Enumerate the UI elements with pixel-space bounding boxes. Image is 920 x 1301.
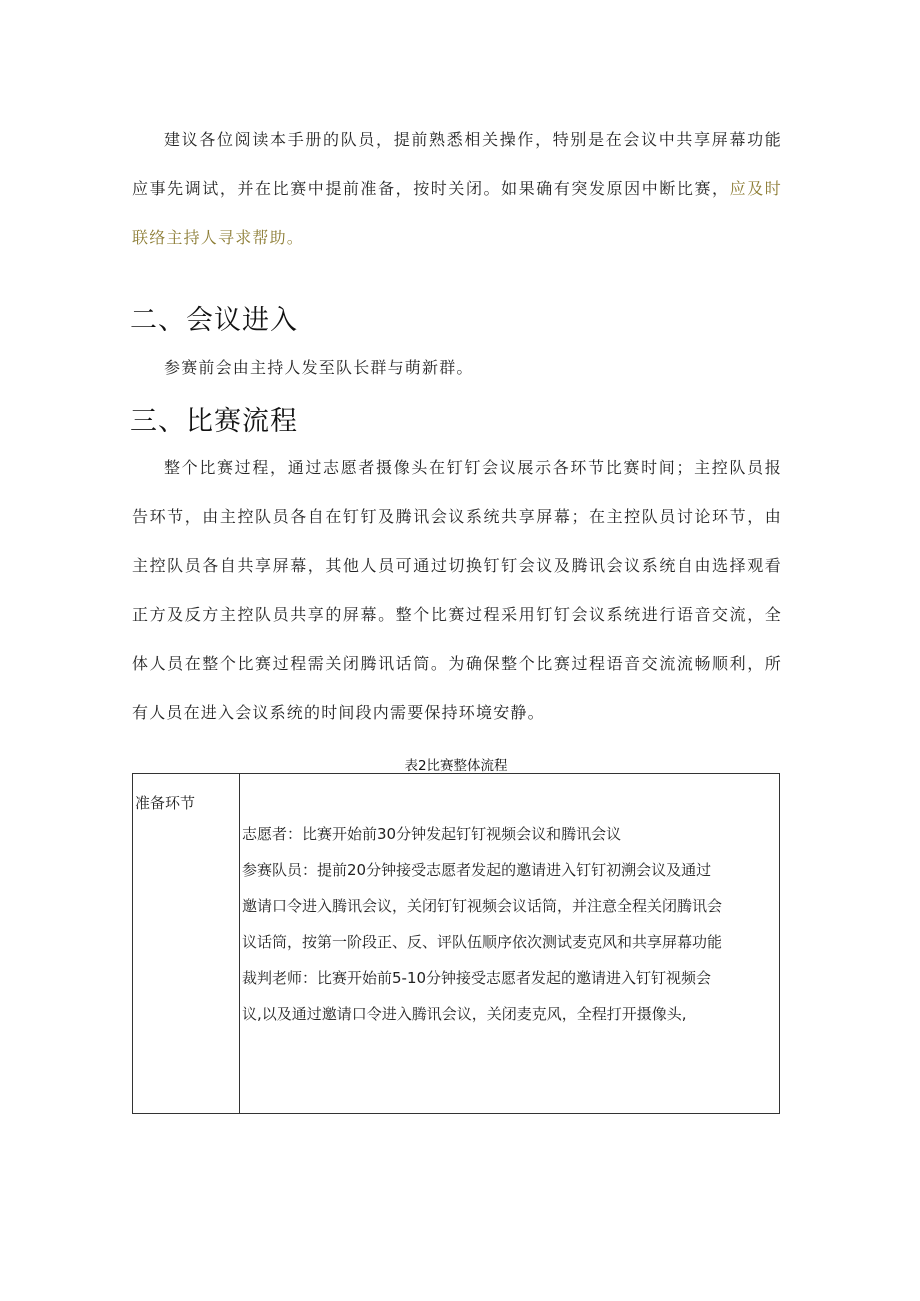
stage-cell: 准备环节: [133, 774, 240, 1114]
intro-text: 建议各位阅读本手册的队员，提前熟悉相关操作，特别是在会议中共享屏幕功能应事先调试，并在比赛中提前准备，按时关闭。如果确有突发原因中断比赛，: [132, 130, 782, 198]
match-flow-table: [132, 773, 780, 1114]
intro-highlight-text: 应及时联络主持人寻求帮助。: [132, 179, 782, 247]
table-caption: 表2比赛整体流程: [404, 758, 508, 774]
detail-line: 邀请口令进入腾讯会议，关闭钉钉视频会议话筒，并注意全程关闭腾讯会: [242, 897, 723, 915]
section-heading-match-process: 三、比赛流程: [130, 406, 298, 437]
intro-paragraph: [132, 115, 782, 262]
detail-line: 志愿者：比赛开始前30分钟发起钉钉视频会议和腾讯会议: [242, 825, 622, 843]
detail-line: 裁判老师：比赛开始前5-10分钟接受志愿者发起的邀请进入钉钉视频会: [242, 969, 712, 987]
section2-paragraph: 参赛前会由主持人发至队长群与萌新群。: [164, 358, 474, 377]
table-row: [133, 774, 780, 1114]
detail-cell: [240, 774, 780, 1114]
detail-line: 议,以及通过邀请口令进入腾讯会议，关闭麦克风，全程打开摄像头,: [242, 1005, 687, 1023]
detail-line: 议话筒，按第一阶段正、反、评队伍顺序依次测试麦克风和共享屏幕功能: [242, 933, 723, 951]
section-heading-meeting-entry: 二、会议进入: [130, 305, 298, 336]
section3-paragraph: 整个比赛过程，通过志愿者摄像头在钉钉会议展示各环节比赛时间；主控队员报告环节，由主控队员各自在钉钉及腾讯会议系统共享屏幕；在主控队员讨论环节，由主控队员各自共享屏幕，其他人员可通过切换钉钉会议及腾讯会议系统自由选择观看正方及反方主控队员共享的屏幕。整个比赛过程采用钉钉会议系统进行语音交流，全体人员在整个比赛过程需关闭腾讯话筒。为确保整个比赛过程语音交流流畅顺利，所有人员在进入会议系统的时间段内需要保持环境安静。: [132, 458, 782, 722]
detail-line: 参赛队员：提前20分钟接受志愿者发起的邀请进入钉钉初溯会议及通过: [242, 861, 712, 879]
